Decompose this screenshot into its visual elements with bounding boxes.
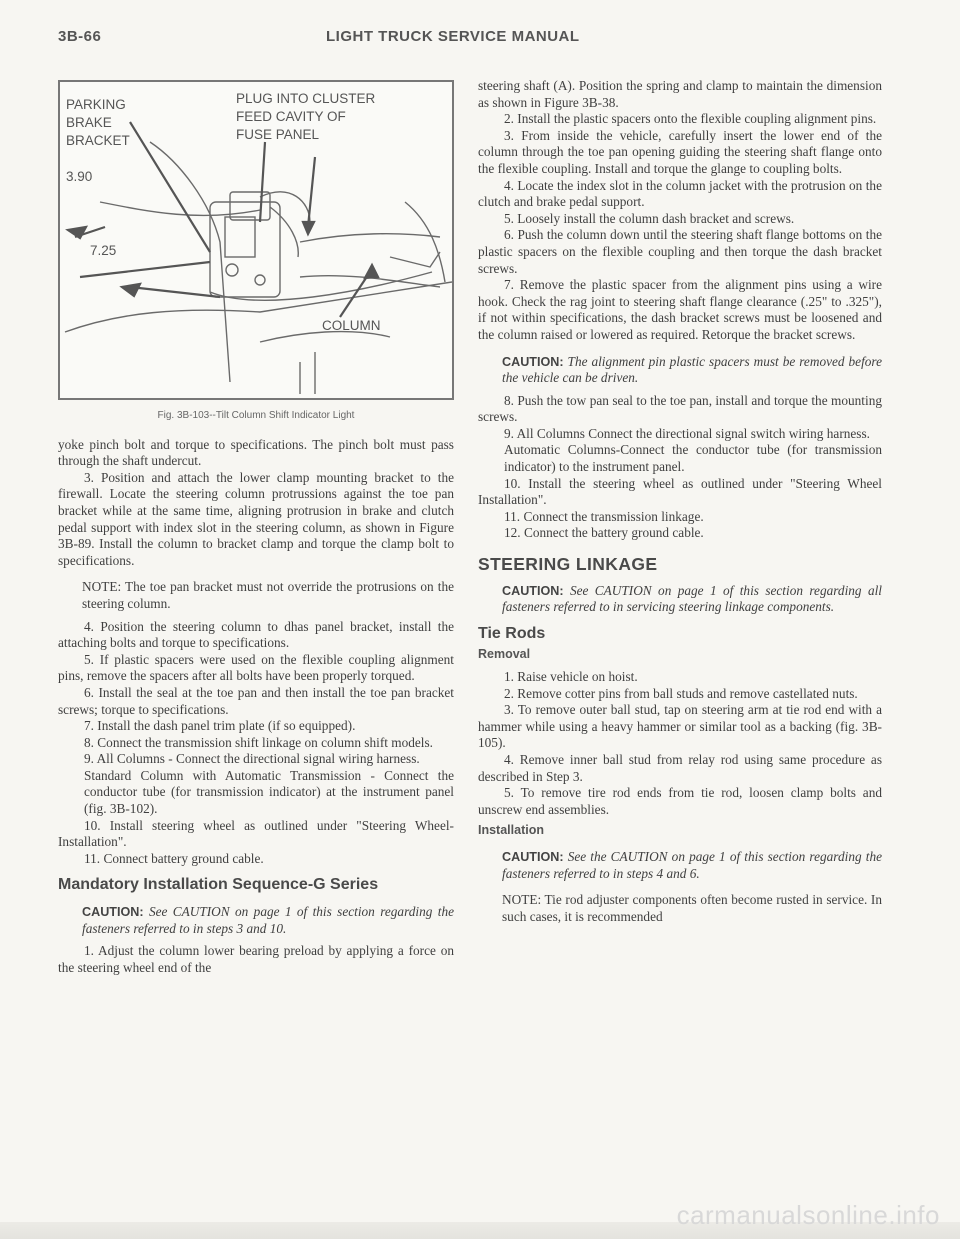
left-step-3: 3. Position and attach the lower clamp mounting bracket to the firewall. Locate the steering column protrussions against the toe pan bracket while at the same time, aligning protrusion in brake and clutch pedal support with index slot in the steering column, as shown in Figure 3B-89. Install the column to bracket clamp and torque the clamp bolt to specifications. (58, 469, 454, 568)
label-parking: PARKING (66, 97, 126, 112)
right-step-5: 5. Loosely install the column dash bracket and screws. (504, 210, 795, 226)
label-plug-line3: FUSE PANEL (236, 127, 320, 142)
caution-installation (478, 849, 882, 882)
removal-step-1: 1. Raise vehicle on hoist. (504, 669, 638, 684)
left-step-5: 5. If plastic spacers were used on the flexible coupling alignment pins, remove the spacers after all bolts have been properly torqued. (58, 651, 454, 684)
caution-text: See CAUTION on page 1 of this section regarding the fasteners referred to in steps 3 and 10. (82, 904, 455, 936)
left-step-6: 6. Install the seal at the toe pan and then install the toe pan bracket screws; torque to specifications. (58, 684, 454, 717)
label-bracket: BRACKET (66, 133, 130, 148)
watermark: carmanualsonline.info (676, 1200, 940, 1230)
right-column (478, 78, 882, 931)
right-step-4: 4. Locate the index slot in the column jacket with the protrusion on the clutch and brake pedal support. (478, 177, 882, 210)
g-step-1: 1. Adjust the column lower bearing preload by applying a force on the steering wheel end of the (58, 943, 454, 975)
installation-note: NOTE: Tie rod adjuster components often become rusted in service. In such cases, it is recommended (502, 892, 882, 924)
left-step-8: 8. Connect the transmission shift linkage on column shift models. (84, 734, 434, 750)
left-para-cont: yoke pinch bolt and torque to specifications. The pinch bolt must pass through the shaft undercut. (58, 436, 454, 469)
left-step-11: 11. Connect battery ground cable. (84, 850, 264, 866)
left-column (58, 80, 454, 976)
figure-caption: Fig. 3B-103--Tilt Column Shift Indicator Light (157, 410, 355, 421)
left-step-4: 4. Position the steering column to dhas panel bracket, install the attaching bolts and torque to specifications. (58, 618, 454, 651)
caution-spacers (478, 354, 882, 387)
heading-removal: Removal (478, 647, 531, 662)
removal-step-5: 5. To remove tire rod ends from tie rod, loosen clamp bolts and unscrew end assemblies. (478, 785, 882, 817)
right-step-10: 10. Install the steering wheel as outlined under "Steering Wheel Installation". (478, 475, 882, 508)
left-step-9: 9. All Columns - Connect the directional signal wiring harness. (84, 751, 420, 767)
right-step-6: 6. Push the column down until the steering shaft flange bottoms on the plastic spacers on the flexible coupling and then torque the dash bracket screws. (478, 227, 882, 276)
right-step-7: 7. Remove the plastic spacer from the alignment pins using a wire hook. Check the rag joint to steering shaft flange clearance (.25" to .325"), if not within specifications, the dash bracket screws must be loosened and the column raised or lowered as required. Retorque the bracket screws. (478, 277, 882, 342)
caution-text: The alignment pin plastic spacers must be removed before the vehicle can be driven. (502, 353, 882, 386)
manual-title: LIGHT TRUCK SERVICE MANUAL (326, 28, 580, 45)
left-note: NOTE: The toe pan bracket must not override the protrusions on the steering column. (82, 579, 454, 611)
caution-text: See the CAUTION on page 1 of this section regarding the fasteners referred to in steps 4 and 6. (502, 848, 882, 881)
removal-step-4: 4. Remove inner ball stud from relay rod using same procedure as described in Step 3. (478, 751, 882, 784)
right-step-3: 3. From inside the vehicle, carefully insert the lower end of the column through the toe pan opening guiding the steering shaft flange onto the flexible coupling. Install and torque the glange to coupling bolts. (478, 127, 882, 176)
label-dim-725: 7.25 (90, 243, 117, 258)
heading-steering-linkage: STEERING LINKAGE (478, 554, 658, 575)
label-brake: BRAKE (66, 115, 112, 130)
page-number: 3B-66 (58, 28, 102, 45)
caution-g-series (58, 904, 454, 937)
label-column: COLUMN (322, 318, 381, 333)
page-header (58, 28, 908, 52)
left-step-10: 10. Install steering wheel as outlined under "Steering Wheel-Installation". (58, 817, 454, 850)
heading-tie-rods: Tie Rods (478, 624, 546, 642)
caution-label: CAUTION: (502, 583, 564, 598)
caution-label: CAUTION: (502, 354, 564, 369)
caution-linkage (478, 583, 882, 616)
right-para-cont: steering shaft (A). Position the spring and clamp to maintain the dimension as shown in Figure 3B-38. (478, 78, 882, 110)
label-plug-line1: PLUG INTO CLUSTER (236, 91, 376, 106)
caution-text: See CAUTION on page 1 of this section regarding all fasteners referred to in servicing steering linkage components. (502, 582, 882, 615)
right-step-11: 11. Connect the transmission linkage. (504, 508, 704, 524)
right-step-12: 12. Connect the battery ground cable. (504, 525, 704, 541)
figure-tilt-column (58, 80, 454, 400)
heading-g-series: Mandatory Installation Sequence-G Series (58, 876, 379, 894)
right-step-8: 8. Push the tow pan seal to the toe pan, install and torque the mounting screws. (478, 392, 882, 425)
left-step-9b: Standard Column with Automatic Transmission - Connect the conductor tube (for transmission indicator) at the instrument panel (fig. 3B-102). (84, 767, 454, 817)
removal-step-3: 3. To remove outer ball stud, tap on steering arm at tie rod end with a hammer while using a heavy hammer or similar tool as a backing (fig. 3B-105). (478, 702, 882, 751)
caution-label: CAUTION: (502, 849, 564, 864)
label-plug-line2: FEED CAVITY OF (236, 109, 346, 124)
right-step-9b: Automatic Columns-Connect the conductor tube (for transmission indicator) to the instrument panel. (504, 442, 882, 475)
removal-step-2: 2. Remove cotter pins from ball studs and remove castellated nuts. (504, 685, 858, 701)
label-dim-390: 3.90 (66, 169, 93, 184)
heading-installation: Installation (478, 823, 544, 838)
right-step-2: 2. Install the plastic spacers onto the flexible coupling alignment pins. (504, 111, 877, 127)
caution-label: CAUTION: (82, 905, 144, 920)
left-step-7: 7. Install the dash panel trim plate (if so equipped). (84, 718, 356, 734)
right-step-9: 9. All Columns Connect the directional signal switch wiring harness. (504, 425, 870, 441)
